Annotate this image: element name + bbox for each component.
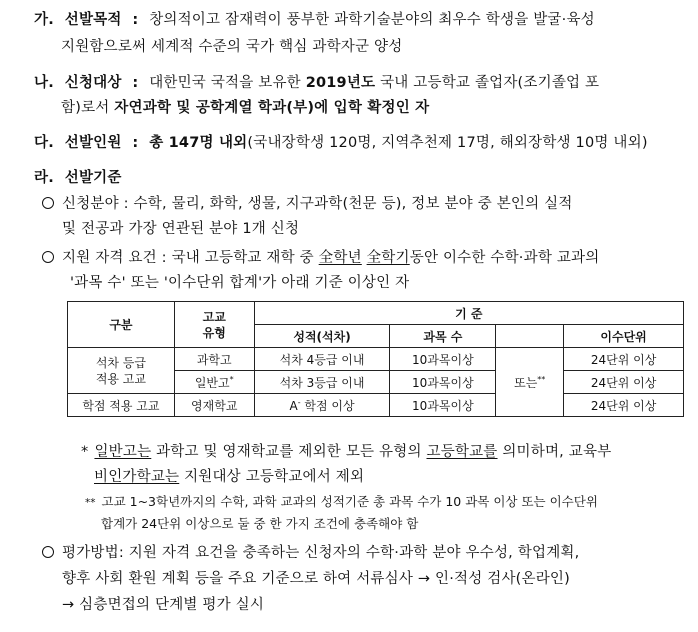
header-school-type: 고교 유형 — [174, 302, 254, 348]
qualification-text-post: 동안 이수한 수학·과학 교과의 — [409, 250, 600, 266]
cell-grade: 석차 4등급 이내 — [254, 348, 390, 371]
note-or-condition-text: 고교 1~3학년까지의 수학, 과학 교과의 성적기준 총 과목 수가 10 과목 이상 또는 이수단위 — [101, 494, 598, 509]
note-or-condition — [85, 492, 598, 510]
cell-grade: 석차 3등급 이내 — [254, 371, 390, 394]
cell-school-type: 일반고* — [174, 371, 254, 394]
note-high-school-term: 고등학교를 — [426, 444, 498, 460]
qualification-all-grades: 全학년 — [318, 250, 362, 266]
note-unaccredited-term: 비인가학교는 — [94, 469, 180, 485]
note-general-school-cont — [94, 465, 364, 486]
section-purpose-line1 — [34, 8, 595, 29]
evaluation-text-cont: 향후 사회 환원 계획 등을 주요 기준으로 하여 서류심사 → 인·적성 검사(온라인) — [62, 571, 570, 587]
cell-courses: 10과목이상 — [390, 348, 496, 371]
cell-courses: 10과목이상 — [390, 371, 496, 394]
note-unaccredited-post: 지원대상 고등학교에서 제외 — [184, 469, 365, 485]
header-units: 이수단위 — [564, 325, 684, 348]
note-general-school-term: 일반고는 — [94, 444, 152, 460]
criteria-item-field — [42, 192, 573, 213]
criteria-table — [67, 301, 684, 417]
circle-bullet-icon — [42, 197, 54, 209]
header-criteria: 기 준 — [254, 302, 683, 325]
quota-breakdown: (국내장학생 120명, 지역추천제 17명, 해외장학생 10명 내외) — [247, 135, 648, 151]
section-marker: 가. — [34, 12, 54, 28]
header-courses: 과목 수 — [390, 325, 496, 348]
purpose-text: 창의적이고 잠재력이 풍부한 과학기술분야의 최우수 학생을 발굴·육성 — [149, 12, 595, 28]
criteria-item-evaluation — [42, 541, 579, 562]
note-general-school-mid: 과학고 및 영재학교를 제외한 모든 유형의 — [156, 444, 422, 460]
section-criteria — [34, 166, 122, 187]
eligibility-text-mid: 국내 고등학교 졸업자(조기졸업 포 — [380, 75, 600, 91]
section-quota — [34, 131, 648, 152]
evaluation-text-cont2: → 심층면접의 단계별 평가 실시 — [62, 597, 265, 613]
criteria-item-qualification — [42, 246, 599, 267]
header-blank — [496, 325, 564, 348]
section-title: 선발인원 — [64, 135, 122, 151]
section-title: 신청대상 — [64, 75, 122, 91]
section-colon: : — [132, 135, 139, 151]
header-category: 구분 — [68, 302, 175, 348]
cell-or: 또는** — [496, 348, 564, 417]
evaluation-text: 평가방법: 지원 자격 요건을 충족하는 신청자의 수학·과학 분야 우수성, 학업계획, — [62, 545, 580, 561]
section-marker: 다. — [34, 135, 54, 151]
note-marker: ** — [85, 497, 96, 509]
cell-units: 24단위 이상 — [564, 394, 684, 417]
cell-units: 24단위 이상 — [564, 348, 684, 371]
cell-school-type: 영재학교 — [174, 394, 254, 417]
header-grade: 성적(석차) — [254, 325, 390, 348]
section-marker: 라. — [34, 170, 54, 186]
qualification-text-cont: '과목 수' 또는 '이수단위 합계'가 아래 기준 이상인 자 — [70, 275, 410, 291]
eligibility-text-cont: 함)로서 — [61, 100, 110, 116]
eligibility-target: 자연과학 및 공학계열 학과(부)에 입학 확정인 자 — [114, 100, 430, 116]
circle-bullet-icon — [42, 546, 54, 558]
section-colon: : — [132, 75, 139, 91]
criteria-field-text: 신청분야 : 수학, 물리, 화학, 생물, 지구과학(천문 등), 정보 분야 중 본인의 실적 — [62, 196, 573, 212]
qualification-text: 지원 자격 요건 : 국내 고등학교 재학 중 — [62, 250, 314, 266]
table-header-row — [68, 302, 684, 325]
table-row — [68, 348, 684, 371]
quota-total: 총 147명 내외 — [149, 135, 248, 151]
purpose-text-continued: 지원함으로써 세계적 수준의 국가 핵심 과학자군 양성 — [61, 39, 403, 55]
cell-grade: A- 학점 이상 — [254, 394, 390, 417]
qualification-all-terms: 全학기 — [366, 250, 410, 266]
note-marker: * — [81, 444, 89, 460]
cell-courses: 10과목이상 — [390, 394, 496, 417]
circle-bullet-icon — [42, 251, 54, 263]
note-general-school-post: 의미하며, 교육부 — [502, 444, 612, 460]
criteria-field-text-cont: 및 전공과 가장 연관된 분야 1개 신청 — [62, 221, 300, 237]
group-credit-based: 학점 적용 고교 — [68, 394, 175, 417]
eligibility-year: 2019년도 — [305, 75, 376, 91]
cell-units: 24단위 이상 — [564, 371, 684, 394]
section-eligibility-line2 — [61, 96, 429, 117]
note-general-school — [81, 440, 611, 461]
section-eligibility-line1 — [34, 71, 599, 92]
table-row — [68, 394, 684, 417]
cell-school-type: 과학고 — [174, 348, 254, 371]
group-rank-based: 석차 등급 적용 고교 — [68, 348, 175, 394]
note-or-condition-cont: 합계가 24단위 이상으로 둘 중 한 가지 조건에 충족해야 함 — [101, 516, 419, 531]
section-colon: : — [132, 12, 139, 28]
section-marker: 나. — [34, 75, 54, 91]
eligibility-text: 대한민국 국적을 보유한 — [149, 75, 301, 91]
section-title: 선발기준 — [64, 170, 122, 186]
section-title: 선발목적 — [64, 12, 122, 28]
